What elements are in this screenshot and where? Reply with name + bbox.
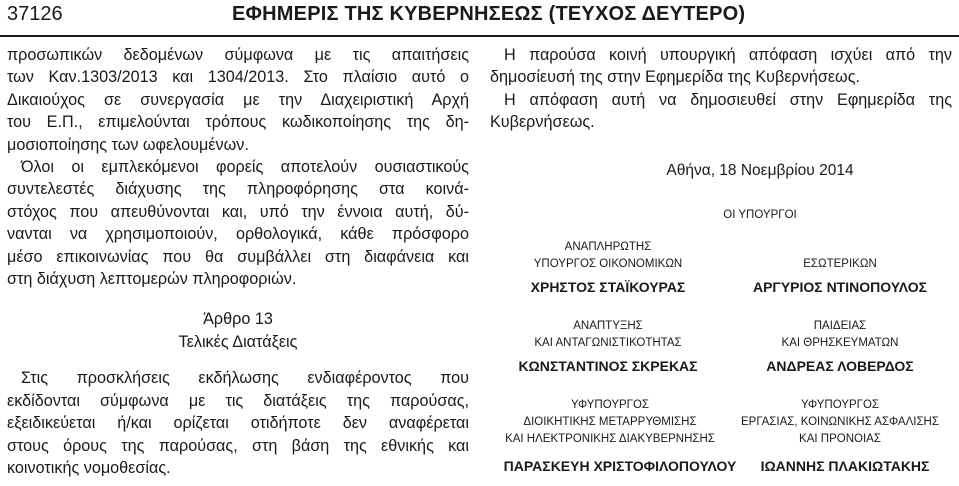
signatory-role: ΕΣΩΤΕΡΙΚΩΝ xyxy=(803,258,877,270)
left-column xyxy=(7,44,469,479)
text-line: νανται να χρησιμοποιούν, ορθολογικά, κάθε πρόσφορο xyxy=(7,225,469,244)
text-line: μέσο επικοινωνίας που θα συμβάλλει στη διαφάνεια και xyxy=(7,247,469,266)
text-line: του Ε.Π., επιμελούνται τρόπους κωδικοποίησης της δη- xyxy=(7,113,469,132)
signatory-name: ΙΩΑΝΝΗΣ ΠΛΑΚΙΩΤΑΚΗΣ xyxy=(760,458,930,474)
page-header xyxy=(0,0,959,32)
signatory-role: ΥΦΥΠΟΥΡΓΟΣ ΔΙΟΙΚΗΤΙΚΗΣ ΜΕΤΑΡΡΥΘΜΙΣΗΣ ΚΑΙ ΗΛΕΚΤΡΟΝΙΚΗΣ ΔΙΑΚΥΒΕΡΝΗΣΗΣ xyxy=(505,399,715,445)
text-line: των Καν.1303/2013 και 1304/2013. Στο πλαίσιο αυτό ο xyxy=(7,68,469,87)
text-line: Κυβερνήσεως. xyxy=(490,113,595,132)
text-line: μοσιοποίησης των ωφελουμένων. xyxy=(7,135,249,154)
text-line: δημοσίευσή της στην Εφημερίδα της Κυβερνήσεως. xyxy=(490,68,860,87)
header-rule xyxy=(0,35,959,37)
text-line: εκδίδονται σύμφωνα με τις διατάξεις της παρούσας, xyxy=(7,391,469,410)
right-column xyxy=(490,44,952,134)
ministers-heading: ΟΙ ΥΠΟΥΡΓΟΙ xyxy=(723,209,797,221)
text-line: Στις προσκλήσεις εκδήλωσης ενδιαφέροντος που xyxy=(21,369,469,388)
text-line: συντελεστές διάχυσης της πληροφόρησης στα κοινά- xyxy=(7,180,469,199)
signatory-name: ΠΑΡΑΣΚΕΥΗ ΧΡΙΣΤΟΦΙΛΟΠΟΥΛΟΥ xyxy=(503,458,737,474)
article-title: Τελικές Διατάξεις xyxy=(178,332,298,351)
place-date: Αθήνα, 18 Νοεμβρίου 2014 xyxy=(666,162,854,179)
paragraph xyxy=(7,44,469,156)
paragraph xyxy=(490,44,952,89)
page-number: 37126 xyxy=(7,3,63,25)
text-line: στους όρους της παρούσας, στη βάση της εθνικής και xyxy=(7,436,469,455)
signatory-name: ΑΝΔΡΕΑΣ ΛΟΒΕΡΔΟΣ xyxy=(766,358,914,374)
text-line: Η παρούσα κοινή υπουργική απόφαση ισχύει από την xyxy=(504,46,952,64)
text-line: κοινοτικής νομοθεσίας. xyxy=(7,458,171,477)
text-line: Δικαιούχος σε συνεργασία με την Διαχειριστική Αρχή xyxy=(7,90,469,109)
article-number: Άρθρο 13 xyxy=(203,310,273,329)
signatory-role: ΠΑΙΔΕΙΑΣ ΚΑΙ ΘΡΗΣΚΕΥΜΑΤΩΝ xyxy=(781,320,899,349)
paragraph xyxy=(490,89,952,134)
text-line: προσωπικών δεδομένων σύμφωνα με τις απαιτήσεις xyxy=(7,46,469,64)
text-line: Η απόφαση αυτή να δημοσιευθεί στην Εφημερίδα της xyxy=(504,90,952,109)
text-line: Όλοι οι εμπλεκόμενοι φορείς αποτελούν ουσιαστικούς xyxy=(21,158,469,177)
signatory-name: ΧΡΗΣΤΟΣ ΣΤΑΪΚΟΥΡΑΣ xyxy=(530,279,686,295)
signatory-name: ΚΩΝΣΤΑΝΤΙΝΟΣ ΣΚΡΕΚΑΣ xyxy=(518,358,698,374)
text-line: στη διάχυση λεπτομερών πληροφοριών. xyxy=(7,270,297,289)
gazette-title: ΕΦΗΜΕΡΙΣ ΤΗΣ ΚΥΒΕΡΝΗΣΕΩΣ (ΤΕΥΧΟΣ ΔΕΥΤΕΡΟ) xyxy=(232,3,746,25)
signatory-role: ΑΝΑΠΤΥΞΗΣ ΚΑΙ ΑΝΤΑΓΩΝΙΣΤΙΚΟΤΗΤΑΣ xyxy=(534,320,682,349)
signatory-name: ΑΡΓΥΡΙΟΣ ΝΤΙΝΟΠΟΥΛΟΣ xyxy=(752,279,928,295)
signatory-role: ΑΝΑΠΛΗΡΩΤΗΣ ΥΠΟΥΡΓΟΣ ΟΙΚΟΝΟΜΙΚΩΝ xyxy=(533,241,683,270)
paragraph xyxy=(7,367,469,479)
text-line: στόχος που απευθύνονται και, υπό την έννοια αυτή, δύ- xyxy=(7,202,469,221)
text-line: εξειδικεύεται ή/και ορίζεται οτιδήποτε δεν αναφέρεται xyxy=(7,414,469,433)
paragraph xyxy=(7,156,469,290)
signatory-role: ΥΦΥΠΟΥΡΓΟΣ ΕΡΓΑΣΙΑΣ, ΚΟΙΝΩΝΙΚΗΣ ΑΣΦΑΛΙΣΗΣ ΚΑΙ ΠΡΟΝΟΙΑΣ xyxy=(741,399,939,445)
